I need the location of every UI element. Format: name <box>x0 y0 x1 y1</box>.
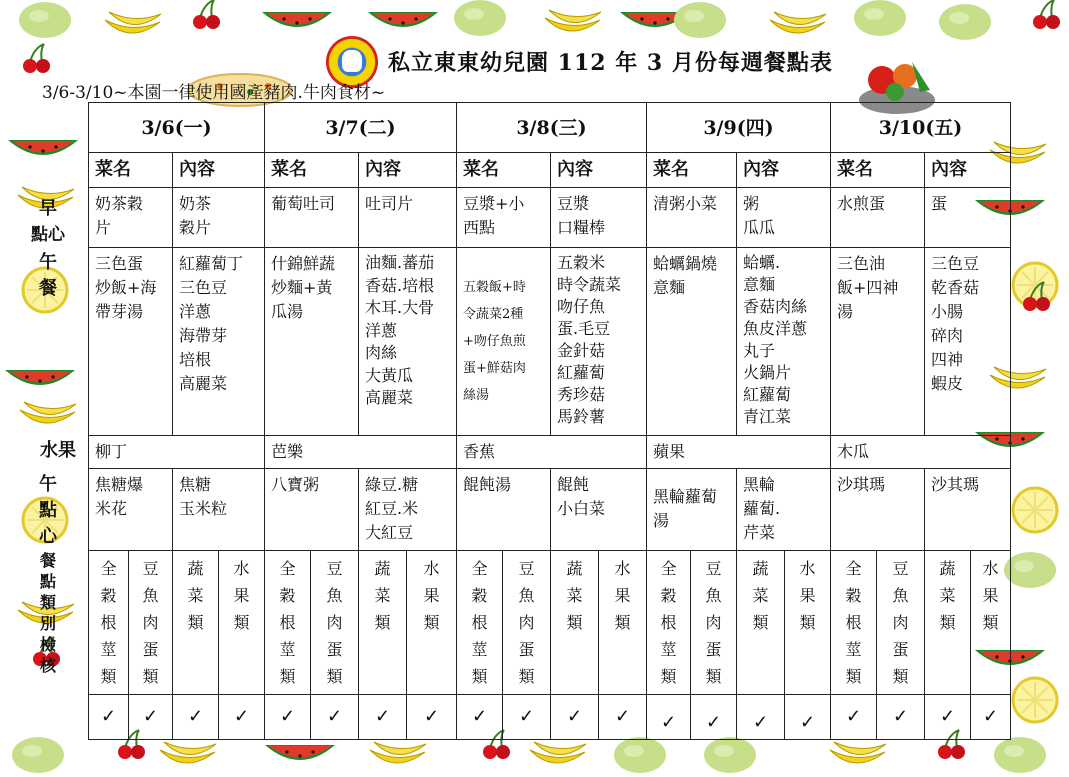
breakfast-content: 豆漿 口糧棒 <box>551 188 647 248</box>
fruit-row <box>89 436 1011 469</box>
breakfast-content: 粥 瓜瓜 <box>737 188 831 248</box>
row-label-fruit: 水果 <box>40 440 76 461</box>
row-label-lunch: 午 餐 <box>39 252 57 299</box>
row-label-breakfast: 早 點心 <box>31 198 65 245</box>
snack-dish: 焦糖爆 米花 <box>89 469 173 551</box>
category-check-mark: ✓ <box>877 695 925 740</box>
snack-content: 綠豆.糖 紅豆.米 大紅豆 <box>359 469 457 551</box>
category-check-mark: ✓ <box>737 695 785 740</box>
breakfast-dish: 奶茶穀 片 <box>89 188 173 248</box>
fruit-cell: 木瓜 <box>831 436 1011 469</box>
category-label: 豆 魚 肉 蛋 類 <box>311 551 359 695</box>
category-check-mark: ✓ <box>219 695 265 740</box>
snack-content: 焦糖 玉米粒 <box>173 469 265 551</box>
content-header: 內容 <box>737 153 831 188</box>
breakfast-dish: 豆漿+小 西點 <box>457 188 551 248</box>
content-header: 內容 <box>173 153 265 188</box>
category-label: 豆 魚 肉 蛋 類 <box>503 551 551 695</box>
category-label: 水 果 類 <box>219 551 265 695</box>
dish-header: 菜名 <box>89 153 173 188</box>
category-label: 蔬 菜 類 <box>359 551 407 695</box>
lunch-content: 紅蘿蔔丁 三色豆 洋蔥 海帶芽 培根 高麗菜 <box>173 248 265 436</box>
day-header-1: 3/6(一) <box>89 103 265 153</box>
category-check-row <box>89 551 1011 695</box>
lunch-dish: 三色蛋 炒飯+海 帶芽湯 <box>89 248 173 436</box>
dish-header: 菜名 <box>647 153 737 188</box>
row-label-afternoon-snack: 午 點 心 <box>39 474 57 547</box>
category-check-mark: ✓ <box>503 695 551 740</box>
category-check-mark: ✓ <box>691 695 737 740</box>
breakfast-content: 蛋 <box>925 188 1011 248</box>
page-subtitle: 3/6-3/10~本園一律使用國產豬肉.牛肉食材~ <box>42 83 386 103</box>
lunch-content: 油麵.蕃茄 香菇.培根 木耳.大骨 洋蔥 肉絲 大黃瓜 高麗菜 <box>359 248 457 436</box>
category-check-mark: ✓ <box>359 695 407 740</box>
snack-content: 餛飩 小白菜 <box>551 469 647 551</box>
category-label: 全 穀 根 莖 類 <box>457 551 503 695</box>
day-header-2: 3/7(二) <box>265 103 457 153</box>
category-label: 水 果 類 <box>407 551 457 695</box>
breakfast-dish: 葡萄吐司 <box>265 188 359 248</box>
lunch-dish: 五穀飯+時 令蔬菜2種 +吻仔魚煎 蛋+鮮菇肉 絲湯 <box>457 248 551 436</box>
category-label: 蔬 菜 類 <box>925 551 971 695</box>
date-header-row <box>89 103 1011 153</box>
lunch-dish: 三色油 飯+四神 湯 <box>831 248 925 436</box>
lunch-dish: 什錦鮮蔬 炒麵+黃 瓜湯 <box>265 248 359 436</box>
breakfast-content: 奶茶 穀片 <box>173 188 265 248</box>
dish-header: 菜名 <box>457 153 551 188</box>
snack-content: 沙其瑪 <box>925 469 1011 551</box>
category-check-mark: ✓ <box>265 695 311 740</box>
category-label: 豆 魚 肉 蛋 類 <box>691 551 737 695</box>
category-label: 蔬 菜 類 <box>551 551 599 695</box>
category-label: 全 穀 根 莖 類 <box>89 551 129 695</box>
category-label: 豆 魚 肉 蛋 類 <box>129 551 173 695</box>
day-header-5: 3/10(五) <box>831 103 1011 153</box>
content-header: 內容 <box>359 153 457 188</box>
category-check-mark: ✓ <box>311 695 359 740</box>
breakfast-dish: 清粥小菜 <box>647 188 737 248</box>
category-check-mark: ✓ <box>551 695 599 740</box>
category-check-mark: ✓ <box>457 695 503 740</box>
category-label: 蔬 菜 類 <box>173 551 219 695</box>
lunch-dish: 蛤蠣鍋燒 意麵 <box>647 248 737 436</box>
category-label: 蔬 菜 類 <box>737 551 785 695</box>
category-label: 全 穀 根 莖 類 <box>265 551 311 695</box>
category-check-mark: ✓ <box>407 695 457 740</box>
lunch-content: 五穀米 時令蔬菜 吻仔魚 蛋.毛豆 金針菇 紅蘿蔔 秀珍菇 馬鈴薯 <box>551 248 647 436</box>
snack-dish: 黑輪蘿蔔 湯 <box>647 469 737 551</box>
check-mark-row <box>89 695 1011 740</box>
category-check-mark: ✓ <box>831 695 877 740</box>
category-check-mark: ✓ <box>647 695 691 740</box>
category-check-mark: ✓ <box>971 695 1011 740</box>
day-header-3: 3/8(三) <box>457 103 647 153</box>
category-label: 水 果 類 <box>785 551 831 695</box>
category-label: 全 穀 根 莖 類 <box>831 551 877 695</box>
row-label-category-check: 餐 點 類 別 檢 核 <box>39 551 56 675</box>
snack-dish: 沙琪瑪 <box>831 469 925 551</box>
snack-dish: 餛飩湯 <box>457 469 551 551</box>
snack-content: 黑輪 蘿蔔. 芹菜 <box>737 469 831 551</box>
page-title: 私立東東幼兒園 112 年 3 月份每週餐點表 <box>388 50 833 76</box>
content-header: 內容 <box>551 153 647 188</box>
category-check-mark: ✓ <box>89 695 129 740</box>
category-label: 豆 魚 肉 蛋 類 <box>877 551 925 695</box>
dish-header: 菜名 <box>831 153 925 188</box>
breakfast-dish: 水煎蛋 <box>831 188 925 248</box>
category-label: 水 果 類 <box>971 551 1011 695</box>
fruit-cell: 柳丁 <box>89 436 265 469</box>
lunch-content: 蛤蠣. 意麵 香菇肉絲 魚皮洋蔥 丸子 火鍋片 紅蘿蔔 青江菜 <box>737 248 831 436</box>
snack-dish: 八寶粥 <box>265 469 359 551</box>
category-check-mark: ✓ <box>925 695 971 740</box>
lunch-row <box>89 248 1011 436</box>
fruit-cell: 香蕉 <box>457 436 647 469</box>
content-header: 內容 <box>925 153 1011 188</box>
dish-header: 菜名 <box>265 153 359 188</box>
category-check-mark: ✓ <box>173 695 219 740</box>
category-label: 水 果 類 <box>599 551 647 695</box>
breakfast-content: 吐司片 <box>359 188 457 248</box>
fruit-cell: 芭樂 <box>265 436 457 469</box>
category-check-mark: ✓ <box>785 695 831 740</box>
category-label: 全 穀 根 莖 類 <box>647 551 691 695</box>
category-check-mark: ✓ <box>129 695 173 740</box>
column-header-row <box>89 153 1011 188</box>
weekly-menu-table <box>88 102 1011 740</box>
day-header-4: 3/9(四) <box>647 103 831 153</box>
fruit-cell: 蘋果 <box>647 436 831 469</box>
breakfast-row <box>89 188 1011 248</box>
lunch-content: 三色豆 乾香菇 小腸 碎肉 四神 蝦皮 <box>925 248 1011 436</box>
category-check-mark: ✓ <box>599 695 647 740</box>
afternoon-snack-row <box>89 469 1011 551</box>
